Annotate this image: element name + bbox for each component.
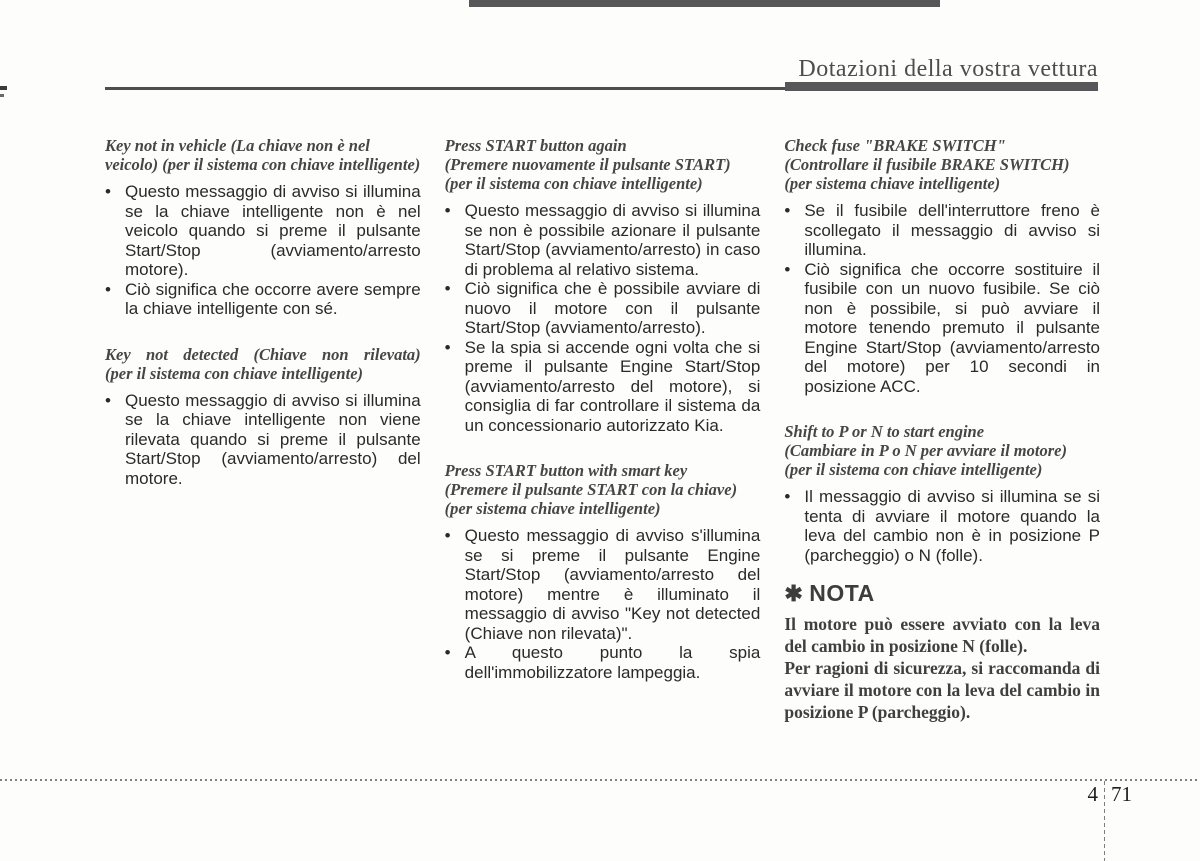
heading-line: (per sistema chiave intelligente) <box>444 499 661 518</box>
column-3 <box>784 136 1100 723</box>
section-key-not-in-vehicle <box>105 136 421 319</box>
nota-heading <box>784 580 1100 607</box>
bullet-icon: • <box>105 390 111 410</box>
heading-line: Key not in vehicle (La chiave non è nel <box>105 136 370 155</box>
heading-line: (per sistema chiave intelligente) <box>784 174 1001 193</box>
bullet-icon: • <box>444 643 451 662</box>
bullet-icon: • <box>444 279 451 298</box>
bullet-icon: • <box>444 201 451 220</box>
bullet-icon: • <box>444 337 451 357</box>
column-2 <box>445 136 761 723</box>
bullet-icon: • <box>105 279 111 299</box>
section-heading <box>784 136 1100 193</box>
page-number: 71 <box>1111 782 1132 806</box>
bullet-text: Ciò significa che occorre sostituire il fusibile con un nuovo fusibile. Se ciò non è possibile, si può avviare il motore tenendo premuto il pulsante Engine Start/Stop (avviamento/arresto del motore) per 10 secondi in posizione ACC. <box>804 259 1101 396</box>
asterisk-icon: ✱ <box>784 581 804 606</box>
bullet-item <box>784 487 1100 565</box>
bullet-text: Se la spia si accende ogni volta che si preme il pulsante Engine Start/Stop (avviamento/arresto del motore), si consiglia di far controllare il sistema da un concessionario autorizzato Kia. <box>464 337 761 435</box>
heading-line: Check fuse "BRAKE SWITCH" <box>784 136 1006 155</box>
bullet-item <box>105 391 421 489</box>
section-heading <box>445 461 761 518</box>
bullet-icon: • <box>784 487 791 506</box>
heading-line: (per il sistema con chiave intelligente) <box>105 363 364 383</box>
nota-paragraph: Per ragioni di sicurezza, si raccomanda di avviare il motore con la leva del cambio in posizione P (parcheggio). <box>784 658 1101 722</box>
heading-line: (Premere il pulsante START con la chiave) <box>444 480 738 499</box>
section-heading <box>784 422 1100 479</box>
heading-line: (Controllare il fusibile BRAKE SWITCH) <box>784 155 1070 174</box>
bullet-text: Questo messaggio di avviso s'illumina se si preme il pulsante Engine Start/Stop (avviamento/arresto del motore) mentre è illuminato il messaggio di avviso "Key not detected (Chiave non rilevata)". <box>464 526 761 643</box>
scan-artifact <box>0 86 7 90</box>
bullet-item <box>105 182 421 280</box>
section-heading <box>445 136 761 193</box>
bullet-item <box>445 526 761 643</box>
bullet-item <box>445 201 761 279</box>
section-shift-to-p-or-n <box>784 422 1100 565</box>
bullet-item <box>784 201 1100 260</box>
bullet-text: Ciò significa che occorre avere sempre la chiave intelligente con sé. <box>125 279 421 318</box>
heading-line: Shift to P or N to start engine <box>784 422 985 441</box>
bullet-item <box>445 338 761 436</box>
section-press-start-with-smart-key <box>445 461 761 682</box>
bullet-icon: • <box>444 526 451 545</box>
bullet-text: Questo messaggio di avviso si illumina se la chiave intelligente non è nel veicolo quando si preme il pulsante Start/Stop (avviamento/arresto motore). <box>125 182 421 279</box>
header-rule-thin <box>105 87 785 90</box>
heading-line: Press START button again <box>444 136 627 155</box>
heading-line: Press START button with smart key <box>444 461 688 480</box>
footer-dashed-divider <box>1104 781 1105 861</box>
bullet-icon: • <box>784 201 791 220</box>
column-1 <box>105 136 421 723</box>
bullet-item <box>445 643 761 682</box>
bullet-text: Il messaggio di avviso si illumina se si tenta di avviare il motore quando la leva del cambio non è in posizione P (parcheggio) o N (folle). <box>804 487 1101 565</box>
bullet-item <box>784 260 1100 397</box>
heading-line: (Cambiare in P o N per avviare il motore) <box>784 441 1067 460</box>
nota-title-text: NOTA <box>809 580 875 606</box>
bullet-item <box>105 280 421 319</box>
bullet-text: Questo messaggio di avviso si illumina se la chiave intelligente non viene rilevata quando si preme il pulsante Start/Stop (avviamento/arresto) del motore. <box>125 390 421 488</box>
section-check-fuse-brake-switch <box>784 136 1100 396</box>
page-top-accent-bar <box>469 0 940 7</box>
chapter-number: 4 <box>1087 782 1098 806</box>
bullet-icon: • <box>784 259 791 279</box>
heading-line: Key not detected (Chiave non rilevata) <box>105 344 421 364</box>
bullet-item <box>445 279 761 338</box>
section-key-not-detected <box>105 345 421 489</box>
bullet-text: Se il fusibile dell'interruttore freno è scollegato il messaggio di avviso si illumina. <box>804 201 1101 259</box>
heading-line: veicolo) (per il sistema con chiave intelligente) <box>105 155 421 174</box>
section-heading <box>105 345 421 383</box>
bullet-text: Ciò significa che è possibile avviare di nuovo il motore con il pulsante Start/Stop (avviamento/arresto). <box>464 279 761 337</box>
chapter-title: Dotazioni della vostra vettura <box>798 56 1098 82</box>
nota-section <box>784 580 1100 723</box>
content-columns <box>105 136 1100 723</box>
footer-dotted-rule <box>0 779 1200 781</box>
nota-paragraph: Il motore può essere avviato con la leva del cambio in posizione N (folle). <box>784 614 1101 656</box>
header-rule-thick <box>785 82 1098 91</box>
heading-line: (per il sistema con chiave intelligente) <box>784 460 1043 479</box>
section-press-start-again <box>445 136 761 435</box>
heading-line: (per il sistema con chiave intelligente) <box>444 174 703 193</box>
heading-line: (Premere nuovamente il pulsante START) <box>444 155 731 174</box>
section-heading <box>105 136 421 174</box>
bullet-text: Questo messaggio di avviso si illumina se non è possibile azionare il pulsante Start/Stop (avviamento/arresto) in caso di problema al relativo sistema. <box>464 201 761 279</box>
bullet-icon: • <box>105 182 111 201</box>
scan-artifact <box>0 94 4 97</box>
bullet-text: A questo punto la spia dell'immobilizzatore lampeggia. <box>464 643 761 682</box>
